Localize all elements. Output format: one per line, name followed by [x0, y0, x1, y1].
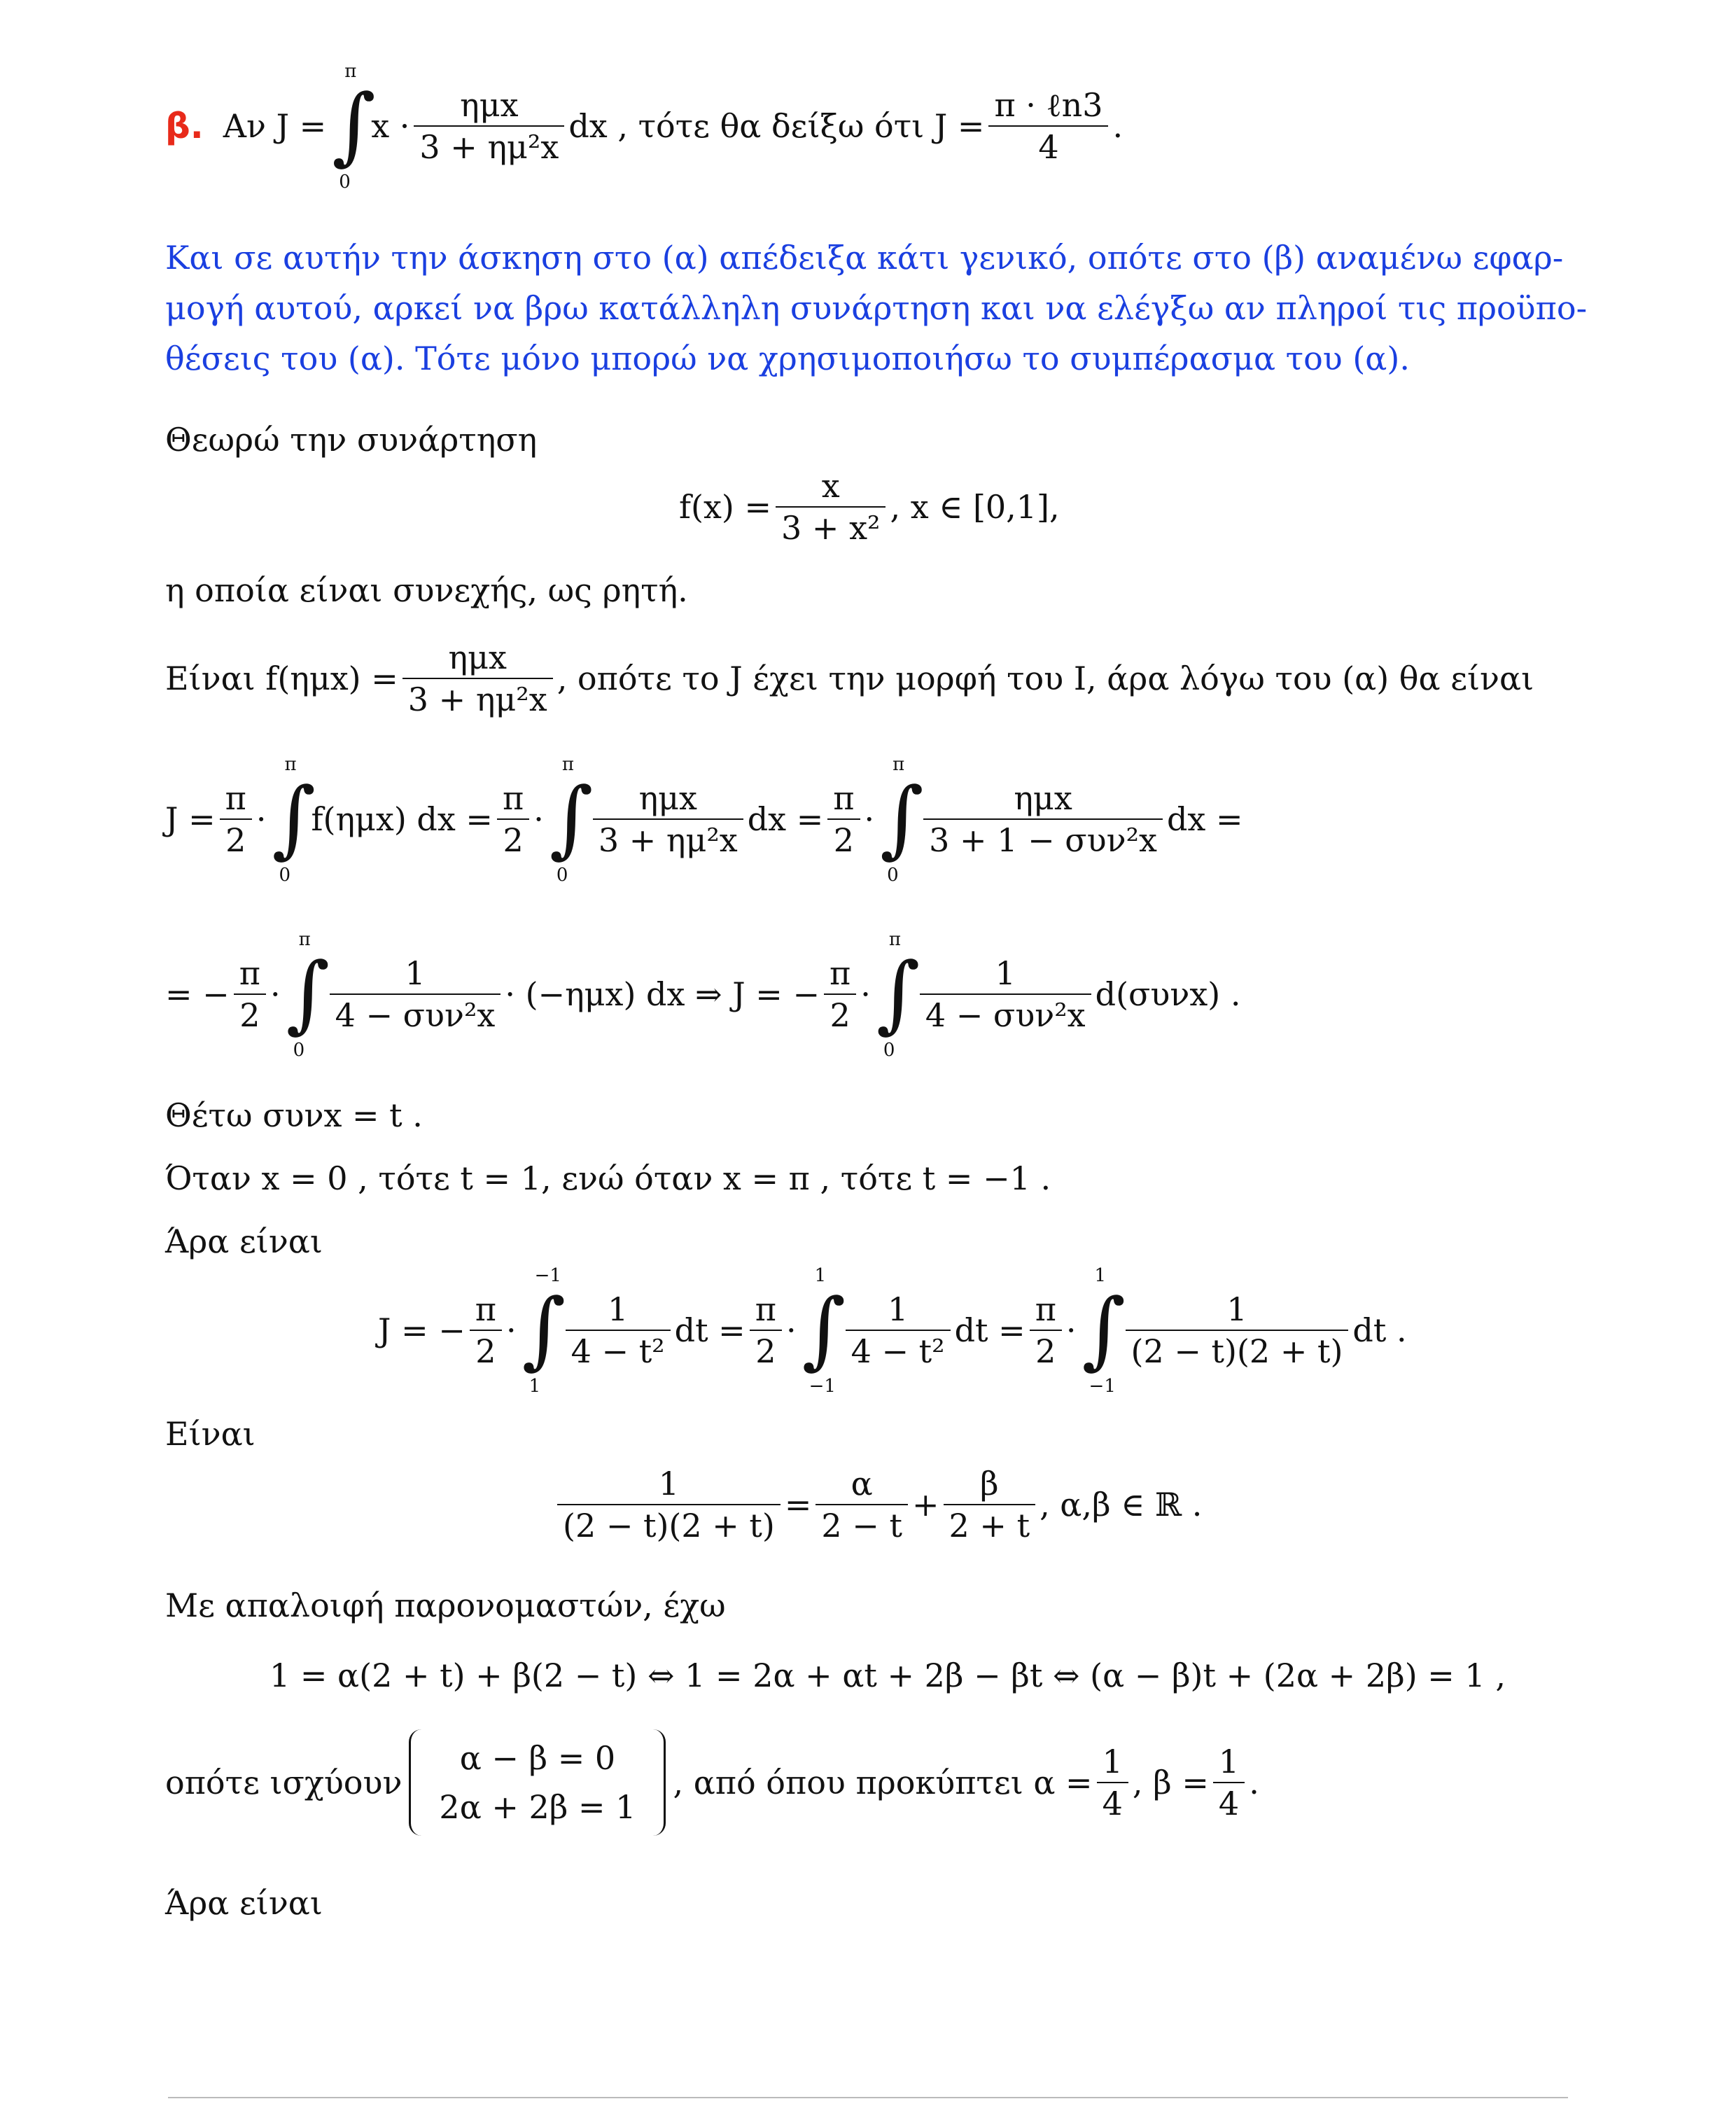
integral-sign [877, 754, 924, 886]
fraction [1097, 1741, 1128, 1824]
integral-symbol: ∫ [332, 77, 376, 174]
fraction [944, 1463, 1036, 1546]
comment-line: μογή αυτού, αρκεί να βρω κατάλληλη συνάρτηση και να ελέγξω αν πληροί τις προϋπο- [165, 289, 1588, 327]
int-upper: π [888, 929, 901, 950]
numerator: π [234, 953, 266, 995]
integral-symbol: ∫ [880, 770, 924, 867]
denominator: 2 [1035, 1332, 1056, 1370]
fraction [593, 778, 743, 860]
part-label: β. [165, 106, 204, 146]
eq-text: dx = [747, 800, 824, 838]
equation-4 [553, 1463, 1202, 1546]
int-lower: 0 [279, 865, 291, 886]
text-line: η οποία είναι συνεχής, ως ρητή. [165, 571, 688, 609]
int-upper: π [284, 754, 297, 775]
int-lower: 0 [339, 172, 351, 193]
denominator: 3 + ημ²x [598, 821, 738, 859]
int-upper: π [344, 61, 357, 82]
int-upper: π [892, 754, 905, 775]
denominator: 3 + ημ²x [407, 681, 547, 718]
comment-line: θέσεις του (α). Τότε μόνο μπορώ να χρησιμοποιήσω το συμπέρασμα του (α). [165, 340, 1410, 377]
fraction [1213, 1741, 1245, 1824]
text-line: Άρα είναι [165, 1222, 323, 1260]
eq-text: J = − [378, 1311, 465, 1349]
denominator: 2 [225, 821, 246, 859]
integral-sign [329, 61, 376, 193]
numerator: ημx [402, 637, 553, 679]
fraction [816, 1463, 908, 1546]
integral-sign [1079, 1265, 1126, 1397]
int-upper: 1 [814, 1265, 827, 1286]
text-line: Άρα είναι [165, 1884, 323, 1922]
denominator: (2 − t)(2 + t) [1130, 1332, 1343, 1370]
function-definition [679, 466, 1060, 548]
eq-text: · [533, 800, 544, 838]
numerator: ημx [923, 778, 1163, 820]
period: . [1112, 107, 1124, 145]
equation-1 [165, 754, 1243, 886]
int-lower: 1 [528, 1376, 541, 1397]
since-prefix: Είναι f(ημx) = [165, 660, 398, 697]
numerator: π [750, 1289, 782, 1331]
int-upper: π [561, 754, 574, 775]
integrand-prefix: x · [371, 107, 410, 145]
eq-text: · [270, 975, 281, 1013]
integral-sign [284, 929, 330, 1061]
integral-symbol: ∫ [522, 1281, 566, 1379]
eq-text: · [255, 800, 267, 838]
numerator: β [944, 1463, 1036, 1505]
numerator: π [220, 778, 252, 820]
integral-symbol: ∫ [1082, 1281, 1126, 1379]
fraction [402, 637, 553, 720]
fraction [330, 953, 501, 1035]
intro-text: dx , τότε θα δείξω ότι J = [568, 107, 985, 145]
eq-text: J = [165, 800, 216, 838]
comment-line: Και σε αυτήν την άσκηση στο (α) απέδειξα κάτι γενικό, οπότε στο (β) αναμένω εφαρ- [165, 239, 1564, 277]
numerator: 1 [330, 953, 501, 995]
equation-3 [378, 1265, 1407, 1397]
eq-text: = [784, 1486, 812, 1523]
since-text: , οπότε το J έχει την μορφή του I, άρα λόγω του (α) θα είναι [556, 660, 1534, 697]
eq-text: , β = [1132, 1764, 1209, 1801]
equation-system [409, 1729, 666, 1836]
eq-text: = − [165, 975, 230, 1013]
result-fraction [988, 85, 1108, 167]
integral-symbol: ∫ [286, 945, 330, 1042]
equation-2 [165, 929, 1241, 1061]
numerator: 1 [1126, 1289, 1349, 1331]
numerator: 1 [1213, 1741, 1245, 1783]
numerator: π [497, 778, 529, 820]
denominator: 4 [1102, 1785, 1123, 1822]
numerator: 1 [846, 1289, 951, 1331]
denominator: 2 + t [948, 1507, 1030, 1544]
denominator: (2 − t)(2 + t) [563, 1507, 775, 1544]
numerator: π [827, 778, 860, 820]
fraction [750, 1289, 782, 1372]
integral-sign [799, 1265, 846, 1397]
fraction [557, 1463, 780, 1546]
denominator: 2 − t [821, 1507, 902, 1544]
eq-text: dt = [674, 1311, 746, 1349]
text-line: Όταν x = 0 , τότε t = 1, ενώ όταν x = π , τότε t = −1 . [165, 1159, 1051, 1197]
fraction [846, 1289, 951, 1372]
numerator: π [824, 953, 856, 995]
system-prefix: οπότε ισχύουν [165, 1764, 402, 1801]
footer-divider [168, 2097, 1568, 2098]
denominator: 4 [1218, 1785, 1240, 1822]
int-lower: 0 [883, 1040, 895, 1061]
numerator: x [776, 466, 886, 508]
eq-text: dt = [954, 1311, 1026, 1349]
int-upper: 1 [1094, 1265, 1107, 1286]
eq-text: · [860, 975, 871, 1013]
denominator: 4 − t² [570, 1332, 665, 1370]
denominator: 2 [475, 1332, 496, 1370]
eq-text: · [785, 1311, 797, 1349]
fraction [470, 1289, 502, 1372]
eq-text: d(συνx) . [1095, 975, 1241, 1013]
denominator: 2 [833, 821, 855, 859]
fraction [776, 466, 886, 548]
intro-statement [165, 61, 1124, 193]
integral-symbol: ∫ [272, 770, 316, 867]
fraction [414, 85, 564, 167]
fdef-lhs: f(x) = [679, 488, 772, 526]
denominator: 3 + 1 − συν²x [929, 821, 1157, 859]
int-lower: −1 [1088, 1376, 1116, 1397]
eq-text: · [506, 1311, 517, 1349]
fraction [220, 778, 252, 860]
eq-text: + [911, 1486, 939, 1523]
denominator: 4 − συν²x [335, 996, 496, 1034]
fraction [566, 1289, 671, 1372]
integral-symbol: ∫ [549, 770, 594, 867]
fraction [497, 778, 529, 860]
integral-sign [519, 1265, 566, 1397]
fraction [824, 953, 856, 1035]
since-statement [165, 637, 1534, 720]
eq-text: f(ημx) dx = [311, 800, 493, 838]
numerator: π [470, 1289, 502, 1331]
denominator: 4 − συν²x [925, 996, 1086, 1034]
numerator: ημx [414, 85, 564, 127]
text-line: Θέτω συνx = t . [165, 1096, 423, 1134]
denominator: 3 + ημ²x [419, 128, 559, 166]
denominator: 3 + x² [781, 509, 881, 547]
eq-text: · (−ημx) dx ⇒ J = − [505, 975, 820, 1013]
fraction [827, 778, 860, 860]
int-upper: −1 [534, 1265, 561, 1286]
fraction [923, 778, 1163, 860]
system-row: α − β = 0 [459, 1739, 616, 1777]
fraction [920, 953, 1091, 1035]
text-line: Θεωρώ την συνάρτηση [165, 421, 538, 459]
eq-text: . [1249, 1764, 1259, 1801]
system-row: 2α + 2β = 1 [439, 1788, 636, 1826]
eq-text: dx = [1166, 800, 1243, 838]
numerator: π [1030, 1289, 1062, 1331]
system-statement [165, 1729, 1259, 1836]
numerator: 1 [566, 1289, 671, 1331]
text-line: Είναι [165, 1415, 255, 1453]
int-lower: 0 [556, 865, 568, 886]
eq-text: dt . [1352, 1311, 1407, 1349]
integral-sign [269, 754, 316, 886]
eq-text: , από όπου προκύπτει α = [673, 1764, 1093, 1801]
numerator: α [816, 1463, 908, 1505]
numerator: 1 [1097, 1741, 1128, 1783]
eq-text: , α,β ∈ ℝ . [1040, 1486, 1203, 1523]
text-line: Με απαλοιφή παρονομαστών, έχω [165, 1587, 726, 1624]
denominator: 2 [239, 996, 260, 1034]
integral-sign [874, 929, 920, 1061]
denominator: 4 − t² [850, 1332, 945, 1370]
fraction [234, 953, 266, 1035]
numerator: 1 [920, 953, 1091, 995]
denominator: 2 [503, 821, 524, 859]
integral-symbol: ∫ [876, 945, 920, 1042]
numerator: π · ℓn3 [988, 85, 1108, 127]
fraction [1030, 1289, 1062, 1372]
equation-5: 1 = α(2 + t) + β(2 − t) ⇔ 1 = 2α + αt + 2β − βt ⇔ (α − β)t + (2α + 2β) = 1 , [270, 1657, 1506, 1694]
numerator: 1 [557, 1463, 780, 1505]
int-lower: 0 [887, 865, 899, 886]
denominator: 2 [830, 996, 850, 1034]
fraction [1126, 1289, 1349, 1372]
int-lower: 0 [293, 1040, 305, 1061]
integral-sign [547, 754, 594, 886]
eq-text: · [864, 800, 875, 838]
int-upper: π [298, 929, 311, 950]
fdef-domain: , x ∈ [0,1], [890, 488, 1060, 526]
integral-symbol: ∫ [802, 1281, 846, 1379]
int-lower: −1 [808, 1376, 836, 1397]
numerator: ημx [593, 778, 743, 820]
denominator: 4 [1038, 128, 1059, 166]
eq-text: · [1065, 1311, 1077, 1349]
denominator: 2 [755, 1332, 776, 1370]
intro-prefix: Αν J = [223, 107, 327, 145]
